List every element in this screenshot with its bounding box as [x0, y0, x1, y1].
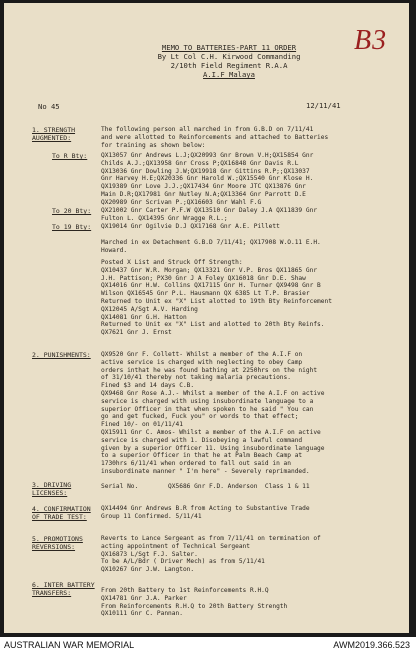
bty2-label: To 20 Bty: — [52, 207, 92, 215]
bty3-list: QX19014 Gnr Ogilvie D.J QX17168 Gnr A.E. Pillett — [101, 223, 280, 230]
handwritten-annotation: B3 — [354, 25, 388, 56]
memo-location: A.I.F Malaya — [203, 70, 255, 79]
marched-in-note: Marched in ex Detachment G.B.D 7/11/41; QX17908 W.O.11 E.H. Howard. — [101, 239, 321, 254]
memo-author: By Lt Col C.H. Kirwood Commanding — [157, 52, 301, 61]
document-page — [4, 3, 409, 633]
posted-x-list: Posted X List and Struck Off Strength: QX10437 Gnr W.R. Morgan; QX13321 Gnr V.P. Bros QX11865 Gnr J.H. Pattison; PX30 Gnr J A Foley QX16018 Gnr D.E. Shaw QX14016 Gnr H.W. Collins QX17115 Gnr H. Turner QX9498 Gnr B Wilson QX16545 Gnr P.L. Hausmann QX 6385 Lt T.P. Brasier Returned to Unit ex "X" List alotted to 19th Bty Reinforcement QX12045 A/Sgt A.V. Harding QX14081 Gnr G.H. Hatton Returned to Unit ex "X" List and alotted to 20th Bty Reinfs. QX7621 Gnr J. Ernst — [101, 259, 332, 337]
archive-name: AUSTRALIAN WAR MEMORIAL — [4, 640, 135, 650]
order-number: No 45 — [38, 102, 60, 111]
archive-reference: AWM2019.366.523 — [333, 640, 410, 650]
archive-footer — [0, 637, 416, 653]
bty2-list: QX21002 Gnr Carter P.F.W QX13510 Gnr Daley J.A QX11839 Gnr Fulton L. QX14395 Gnr Wragge R.L.; — [101, 207, 318, 222]
bty3-label: To 19 Bty: — [52, 223, 92, 231]
memo-unit: 2/10th Field Regiment R.A.A — [170, 61, 288, 70]
memo-title: MEMO TO BATTERIES-PART 11 ORDER — [161, 43, 297, 52]
section-3-label: 3. DRIVING LICENSES: — [32, 481, 72, 497]
section-6-label: 6. INTER BATTERY TRANSFERS: — [32, 581, 95, 597]
section-2-label: 2. PUNISHMENTS: — [32, 351, 91, 359]
bty1-label: To R Bty: — [52, 152, 88, 160]
bty1-list: QX13057 Gnr Andrews L.J;QX20993 Gnr Brown V.H;QX15854 Gnr Childs A.J.;QX13958 Gnr Cross P;QX16848 Gnr Davis R.L QX13036 Gnr Dowling J.W;QX19918 Gnr Gittins R.P;;QX13037 Gnr Harvey H.E;QX20336 Gnr Harold W.;QX15540 Gnr Klose H. QX19389 Gnr Love J.J.;QX17434 Gnr Moore JTC QX13876 Gnr Main D.R;QX17981 Gnr Nutley N.A;QX13364 Gnr Parrott D.E QX20989 Gnr Scrivan P.;QX16603 Gnr Wahl F.G — [101, 152, 314, 206]
transfers-text: From 20th Battery to 1st Reinforcements R.H.Q QX14781 Gnr J.A. Parker From Reinforcements R.H.Q to 20th Battery Strength QX10111 Gnr C. Pannan. — [101, 587, 288, 618]
punishments-text: QX9520 Gnr F. Collett- Whilst a member of the A.I.F on active service is charged with neglecting to obey Camp orders inthat he was found bathing at 2250hrs on the night of 31/10/41 thereby not taking malaria precautions. Fined $3 and 14 days C.B. QX9468 Gnr Rose A.J.- Whilst a member of the A.I.F on active service is charged with using insubordinate language to a superior Officer in that when spoken to he said " You can go and get fucked, Fuck you" or words to that effect; Fined 10/- on 01/11/41 QX15911 Gnr C. Amos- Whilst a member of the A.I.F on active service is charged with 1. Disobeying a lawful command given by a superior Officer 11. Using insubordinate language to a superior Officer in that he at Palm Beach Camp at 1730hrs 6/11/41 when ordered to fall out said in an insubordinate manner " I'm here" - Severely reprimanded. — [101, 351, 325, 475]
section-1-label: 1. STRENGTH AUGMENTED: — [32, 126, 76, 142]
promotions-text: Reverts to Lance Sergeant as from 7/11/41 on termination of acting appointment of Technical Sergeant QX16873 L/Sgt F.J. Salter. To be A/L/Bdr ( Driver Mech) as from 5/11/41 QX10267 Gnr J.W. Langton. — [101, 535, 321, 574]
trade-test-text: QX14494 Gnr Andrews B.R from Acting to Substantive Trade Group 11 Confirmed. 5/11/41 — [101, 505, 310, 520]
driving-licenses-text: Serial No. QX5686 Gnr F.D. Anderson Class 1 & 11 — [101, 483, 310, 490]
section-4-label: 4. CONFIRMATION OF TRADE TEST: — [32, 505, 91, 521]
section-5-label: 5. PROMOTIONS REVERSIONS: — [32, 535, 83, 551]
section-1-intro: The following person all marched in from G.B.D on 7/11/41 and were allotted to Reinforcements and attached to Batteries for training as shown below: — [101, 126, 329, 149]
order-date: 12/11/41 — [306, 101, 341, 110]
memo-header — [114, 43, 344, 79]
